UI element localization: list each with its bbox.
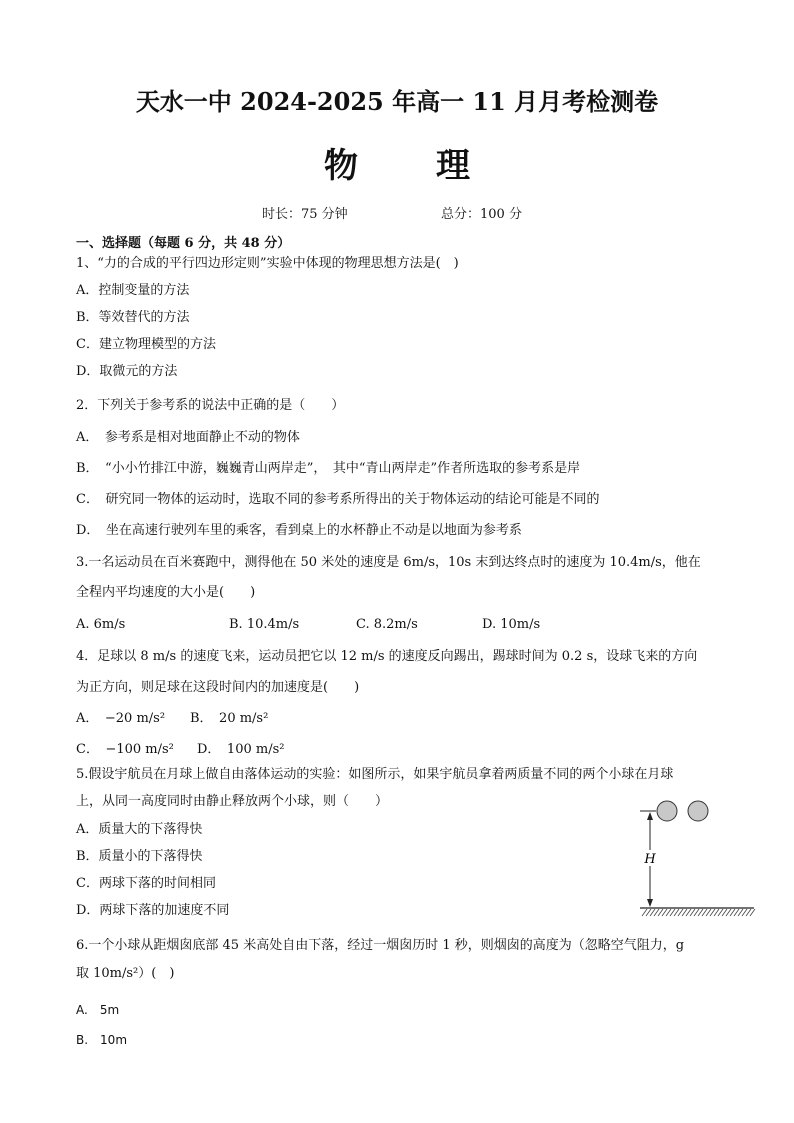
question-2-option-a: A． 参考系是相对地面静止不动的物体: [76, 430, 300, 445]
height-label: H: [644, 852, 656, 867]
question-2-option-b: B． “小小竹排江中游，巍巍青山两岸走”， 其中“青山两岸走”作者所选取的参考系是岸: [76, 461, 581, 476]
question-6-option-b: B. 10m: [76, 1033, 128, 1047]
question-4-option-d: D． 100 m/s²: [197, 742, 285, 757]
ground-hatch-mark: [710, 909, 715, 916]
ground-hatch-mark: [666, 909, 671, 916]
question-5-option-a: A．质量大的下落得快: [76, 822, 203, 837]
ground-hatch-mark: [678, 909, 683, 916]
ground-hatch-mark: [714, 909, 719, 916]
ball-icon-right: [688, 801, 708, 821]
question-4-option-a: A． −20 m/s²: [76, 711, 166, 726]
question-5-stem-line1: 5.假设宇航员在月球上做自由落体运动的实验：如图所示，如果宇航员拿着两质量不同的两个小球在月球: [76, 767, 674, 782]
ground-hatch-mark: [746, 909, 751, 916]
question-5-option-d: D．两球下落的加速度不同: [76, 903, 230, 918]
question-4-option-b: B． 20 m/s²: [190, 711, 269, 726]
question-1-option-d: D．取微元的方法: [76, 364, 178, 379]
question-3-option-b: B. 10.4m/s: [229, 617, 300, 632]
question-2-option-d: D． 坐在高速行驶列车里的乘客，看到桌上的水杯静止不动是以地面为参考系: [76, 523, 522, 538]
question-6-stem-line1: 6.一个小球从距烟囱底部 45 米高处自由下落，经过一烟囱历时 1 秒，则烟囱的高度为（忽略空气阻力，g: [76, 938, 685, 953]
ground-hatch-mark: [698, 909, 703, 916]
section-title: 一、选择题（每题 6 分，共 48 分）: [76, 236, 291, 251]
ground-hatch-mark: [722, 909, 727, 916]
ball-icon-left: [657, 801, 677, 821]
exam-total-score: 总分：100 分: [441, 207, 522, 222]
question-4-stem-line1: 4．足球以 8 m/s 的速度飞来，运动员把它以 12 m/s 的速度反向踢出，踢球时间为 0.2 s，设球飞来的方向: [76, 649, 698, 664]
ground-hatch-mark: [642, 909, 647, 916]
question-3-stem-line2: 全程内平均速度的大小是( ): [76, 585, 256, 600]
ground-hatch-mark: [726, 909, 731, 916]
ground-hatch-mark: [734, 909, 739, 916]
ground-hatch-mark: [650, 909, 655, 916]
exam-duration: 时长：75 分钟: [262, 207, 348, 222]
ground-hatch-mark: [658, 909, 663, 916]
question-1-option-a: A．控制变量的方法: [76, 283, 190, 298]
question-5-option-b: B．质量小的下落得快: [76, 849, 203, 864]
question-5-option-c: C．两球下落的时间相同: [76, 876, 216, 891]
ground-hatch-mark: [750, 909, 755, 916]
ground-hatch-mark: [690, 909, 695, 916]
question-6-option-a: A. 5m: [76, 1003, 120, 1017]
height-arrow-up-icon: [647, 812, 653, 820]
question-3-stem-line1: 3.一名运动员在百米赛跑中，测得他在 50 米处的速度是 6m/s，10s 末到达终点时的速度为 10.4m/s，他在: [76, 555, 701, 570]
question-1-stem: 1、“力的合成的平行四边形定则”实验中体现的物理思想方法是( ): [76, 256, 459, 271]
question-3-option-c: C. 8.2m/s: [356, 617, 418, 632]
question-4-option-c: C． −100 m/s²: [76, 742, 174, 757]
exam-title: 天水一中 2024-2025 年高一 11 月月考检测卷: [135, 87, 659, 116]
ground-hatch-mark: [686, 909, 691, 916]
ground-hatch-mark: [662, 909, 667, 916]
ground-hatch-mark: [718, 909, 723, 916]
ground-hatch-mark: [674, 909, 679, 916]
ground-hatch-mark: [702, 909, 707, 916]
question-5-stem-line2: 上，从同一高度同时由静止释放两个小球，则（ ）: [76, 794, 389, 809]
ground-hatch-mark: [682, 909, 687, 916]
ground-hatch-mark: [738, 909, 743, 916]
ground-hatch-mark: [706, 909, 711, 916]
question-2-option-c: C． 研究同一物体的运动时，选取不同的参考系所得出的关于物体运动的结论可能是不同的: [76, 492, 600, 507]
question-1-option-b: B．等效替代的方法: [76, 310, 190, 325]
question-4-stem-line2: 为正方向，则足球在这段时间内的加速度是( ): [76, 680, 360, 695]
height-arrow-down-icon: [647, 899, 653, 907]
ground-hatch-mark: [742, 909, 747, 916]
ground-hatch-mark: [646, 909, 651, 916]
ground-hatch-mark: [654, 909, 659, 916]
ground-hatch-mark: [670, 909, 675, 916]
ground-hatch-mark: [730, 909, 735, 916]
question-2-stem: 2．下列关于参考系的说法中正确的是（ ）: [76, 398, 345, 413]
free-fall-figure: [640, 800, 756, 922]
question-6-stem-line2: 取 10m/s²）( ): [76, 966, 175, 981]
question-3-option-d: D. 10m/s: [482, 617, 541, 632]
ground-hatch-mark: [694, 909, 699, 916]
ground-hatch: [642, 909, 755, 916]
question-3-option-a: A. 6m/s: [76, 617, 126, 632]
subject-title: 物理: [324, 146, 548, 186]
question-1-option-c: C．建立物理模型的方法: [76, 337, 216, 352]
